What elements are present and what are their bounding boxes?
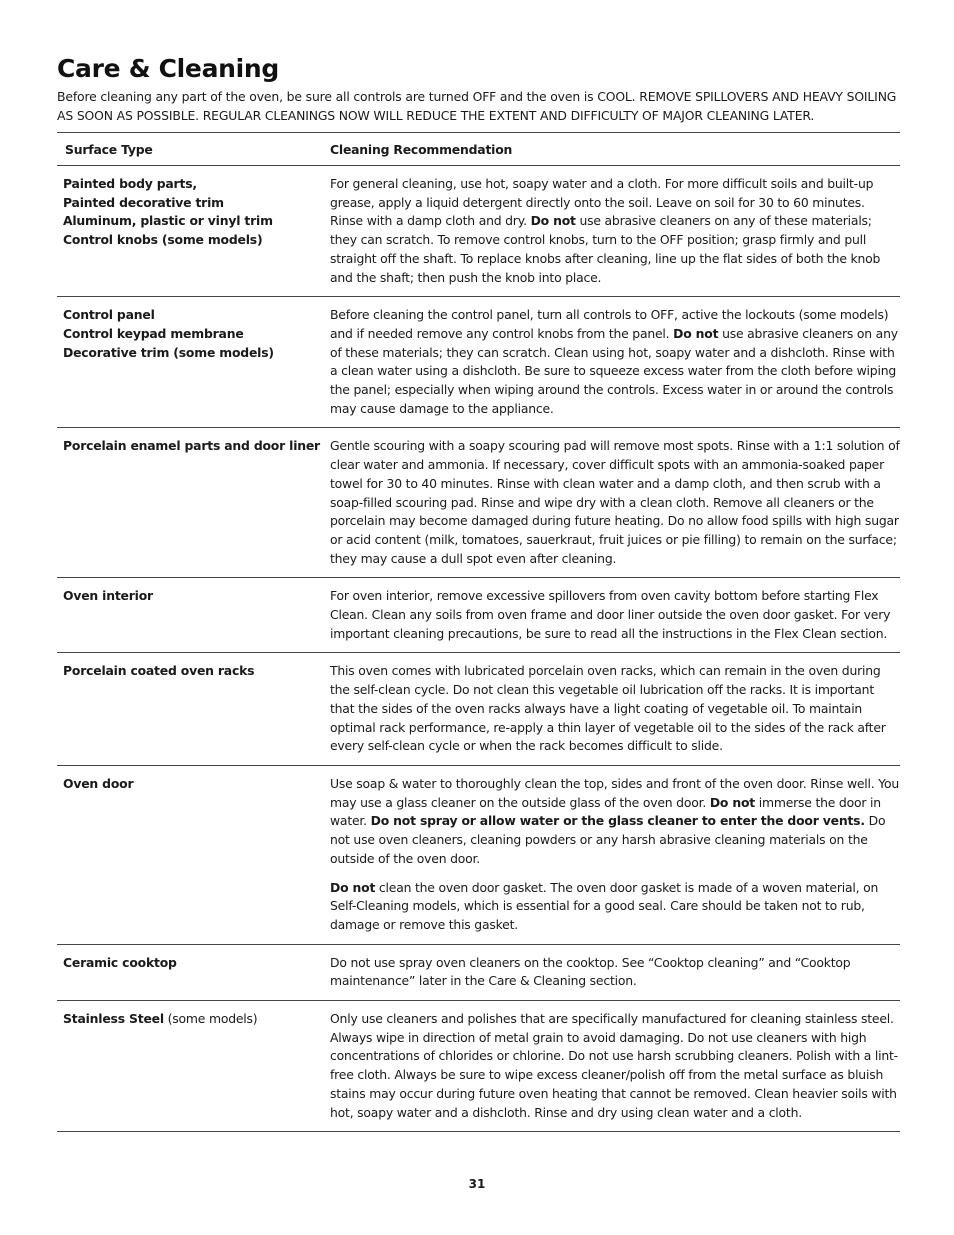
surface-type-label: Oven door [63, 775, 134, 791]
surface-type-label: Aluminum, plastic or vinyl trim [63, 213, 273, 229]
cleaning-recommendation-cell [330, 1010, 900, 1122]
body-text: Do not use oven cleaners, cleaning powders or any harsh abrasive cleaning materials on the outside of the oven door. [330, 813, 886, 866]
surface-type-label: Oven interior [63, 588, 153, 604]
table-row [57, 653, 900, 765]
body-text: For oven interior, remove excessive spillovers from oven cavity bottom before starting Flex Clean. Clean any soils from oven frame and door liner outside the oven door gasket. For very important cleaning precautions, be sure to read all the instructions in the Flex Clean section. [330, 588, 891, 641]
row-divider [57, 1131, 900, 1132]
surface-type-label: Porcelain coated oven racks [63, 663, 255, 679]
cleaning-recommendation-cell [330, 587, 900, 643]
table-row [57, 766, 900, 944]
emphasis-text: Do not [330, 879, 376, 895]
body-text: Only use cleaners and polishes that are specifically manufactured for cleaning stainless steel. Always wipe in direction of metal grain to avoid damaging. Do not use cleaners with high concentrations of chlorides or chlorine. Do not use harsh scrubbing cleaners. Polish with a lint-free cloth. Always be sure to wipe excess cleaner/polish off from the metal surface as bluish stains may occur during future oven heating that cannot be removed. Clean heavier soils with hot, soapy water and a dishcloth. Rinse and dry using clean water and a cloth. [330, 1011, 898, 1120]
cleaning-recommendation-cell [330, 954, 900, 991]
table-body [57, 166, 900, 1132]
page-content [57, 54, 900, 1132]
emphasis-text: Do not [530, 213, 576, 229]
surface-type-cell [57, 954, 330, 991]
recommendation-paragraph [330, 437, 900, 568]
surface-type-label: Porcelain enamel parts and door liner [63, 438, 320, 454]
cleaning-recommendation-cell [330, 437, 900, 568]
recommendation-paragraph [330, 775, 900, 869]
body-text: Use soap & water to thoroughly clean the top, sides and front of the oven door. Rinse well. You may use a glass cleaner on the outside glass of the oven door. [330, 775, 900, 810]
surface-type-cell [57, 437, 330, 568]
surface-type-label: Control knobs (some models) [63, 232, 263, 248]
recommendation-paragraph [330, 954, 900, 991]
emphasis-text: Do not [709, 794, 755, 810]
surface-type-note: (some models) [163, 1011, 258, 1027]
body-text: Gentle scouring with a soapy scouring pad will remove most spots. Rinse with a 1:1 solution of clear water and ammonia. If necessary, cover difficult spots with an ammonia-soaked paper towel for 30 to 40 minutes. Rinse with clean water and a damp cloth, and then scrub with a soap-filled scouring pad. Rinse and wipe dry with a clean cloth. Remove all cleaners or the porcelain may become damaged during future heating. Do no allow food spills with high sugar or acid content (milk, tomatoes, sauerkraut, fruit juices or pie filling) to remain on the surface; they may cause a dull spot even after cleaning. [330, 438, 900, 566]
surface-type-label: Painted body parts, [63, 176, 197, 191]
surface-type-cell [57, 175, 330, 287]
surface-type-label: Ceramic cooktop [63, 954, 177, 970]
cleaning-recommendation-cell [330, 175, 900, 287]
surface-type-label: Decorative trim (some models) [63, 344, 274, 360]
recommendation-paragraph [330, 1010, 900, 1122]
body-text: Before cleaning the control panel, turn all controls to OFF, active the lockouts (some models) and if needed remove any control knobs from the panel. [330, 307, 889, 341]
recommendation-paragraph [330, 879, 900, 935]
body-text: immerse the door in water. [330, 794, 881, 829]
table-row [57, 428, 900, 577]
table-row [57, 297, 900, 427]
recommendation-paragraph [330, 587, 900, 643]
table-row [57, 578, 900, 652]
table-row [57, 945, 900, 1000]
table-row [57, 166, 900, 296]
body-text: This oven comes with lubricated porcelain oven racks, which can remain in the oven during the self-clean cycle. Do not clean this vegetable oil lubrication off the racks. It is important that the sides of the oven racks always have a light coating of vegetable oil. To maintain optimal rack performance, re-apply a thin layer of vegetable oil to the sides of the rack after every self-clean cycle or when the rack becomes difficult to slide. [330, 663, 886, 754]
recommendation-paragraph [330, 306, 900, 418]
surface-type-label: Painted decorative trim [63, 194, 224, 210]
surface-type-label: Stainless Steel [63, 1011, 164, 1027]
cleaning-recommendation-cell [330, 662, 900, 756]
body-text: Do not use spray oven cleaners on the cooktop. See “Cooktop cleaning” and “Cooktop maintenance” later in the Care & Cleaning section. [330, 954, 851, 989]
table-header [57, 133, 900, 165]
table-row [57, 1001, 900, 1131]
surface-type-label: Control panel [63, 307, 155, 323]
surface-type-cell [57, 587, 330, 643]
emphasis-text: Do not [673, 325, 719, 341]
page-number: 31 [468, 1177, 486, 1191]
surface-type-cell [57, 775, 330, 935]
surface-type-cell [57, 306, 330, 418]
emphasis-text: Do not spray or allow water or the glass cleaner to enter the door vents. [370, 813, 865, 829]
page-title: Care & Cleaning [57, 54, 280, 83]
body-text: clean the oven door gasket. The oven door gasket is made of a woven material, on Self-Cleaning models, which is essential for a good seal. Care should be taken not to rub, damage or remove this gasket. [330, 879, 879, 932]
body-text: use abrasive cleaners on any of these materials; they can scratch. Clean using hot, soapy water and a dishcloth. Rinse with a clean water using a dishcloth. Be sure to squeeze excess water from the cloth before wiping the panel; especially when wiping around the controls. Excess water in or around the controls may cause damage to the appliance. [330, 325, 898, 416]
header-cleaning-recommendation: Cleaning Recommendation [330, 141, 513, 157]
recommendation-paragraph [330, 175, 900, 287]
surface-type-cell [57, 662, 330, 756]
surface-type-cell [57, 1010, 330, 1122]
body-text: For general cleaning, use hot, soapy water and a cloth. For more difficult soils and built-up grease, apply a liquid detergent directly onto the soil. Leave on soil for 30 to 60 minutes. Rinse with a damp cloth and dry. [330, 176, 874, 229]
recommendation-paragraph [330, 662, 900, 756]
cleaning-recommendation-cell [330, 306, 900, 418]
body-text: use abrasive cleaners on any of these materials; they can scratch. To remove control knobs, turn to the OFF position; grasp firmly and pull straight off the shaft. To replace knobs after cleaning, line up the flat sides of both the knob and the shaft; then push the knob into place. [330, 213, 881, 285]
intro-paragraph: Before cleaning any part of the oven, be sure all controls are turned OFF and the oven is COOL. REMOVE SPILLOVERS AND HEAVY SOILING AS SOON AS POSSIBLE. REGULAR CLEANINGS NOW WILL REDUCE THE EXTENT AND DIFFICULTY OF MAJOR CLEANING LATER. [57, 89, 897, 123]
header-surface-type: Surface Type [65, 141, 153, 157]
surface-type-label: Control keypad membrane [63, 325, 244, 341]
cleaning-recommendation-cell [330, 775, 900, 935]
